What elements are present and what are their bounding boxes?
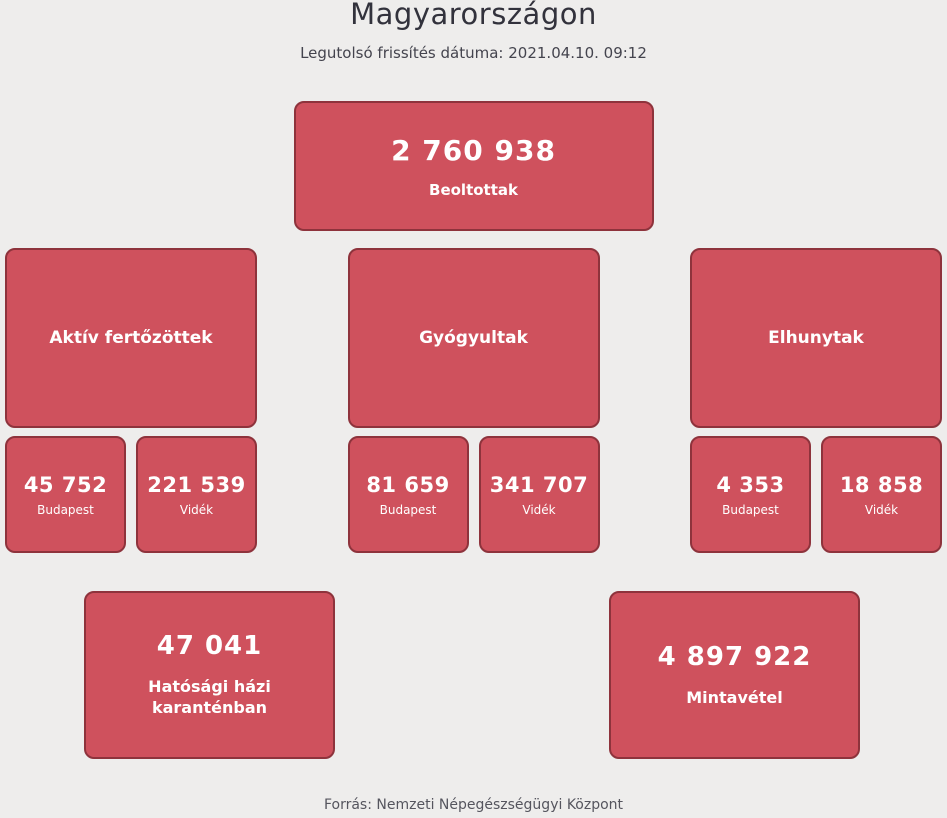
column-deceased — [690, 248, 942, 553]
deceased-videk-label: Vidék — [864, 502, 899, 517]
active-infected-videk-label: Vidék — [179, 502, 214, 517]
recovered-videk-card — [479, 436, 600, 553]
samples-value: 4 897 922 — [657, 641, 812, 672]
deceased-label: Elhunytak — [768, 328, 864, 348]
deceased-card — [690, 248, 942, 428]
stats-columns — [0, 248, 947, 553]
active-infected-videk-value: 221 539 — [147, 472, 246, 497]
vaccinated-label: Beoltottak — [429, 180, 518, 199]
quarantine-label: Hatósági házi karanténban — [148, 677, 271, 717]
active-infected-subrow — [5, 436, 257, 553]
recovered-card — [348, 248, 600, 428]
column-recovered — [348, 248, 600, 553]
recovered-budapest-value: 81 659 — [366, 472, 450, 497]
recovered-budapest-card — [348, 436, 469, 553]
samples-card — [609, 591, 860, 759]
recovered-budapest-label: Budapest — [379, 502, 437, 517]
recovered-videk-label: Vidék — [522, 502, 556, 517]
recovered-subrow — [348, 436, 600, 553]
deceased-videk-card — [821, 436, 942, 553]
page-title: Magyarországon — [350, 0, 597, 31]
recovered-videk-value: 341 707 — [489, 472, 589, 497]
source-text: Forrás: Nemzeti Népegészségügyi Központ — [323, 797, 624, 813]
active-infected-budapest-value: 45 752 — [23, 472, 108, 497]
quarantine-card — [84, 591, 335, 759]
bottom-row — [0, 591, 947, 759]
deceased-subrow — [690, 436, 942, 553]
samples-label: Mintavétel — [686, 687, 783, 707]
last-updated-text: Legutolsó frissítés dátuma: 2021.04.10. 09:12 — [300, 44, 647, 62]
active-infected-label: Aktív fertőzöttek — [49, 328, 213, 348]
deceased-videk-value: 18 858 — [839, 472, 924, 497]
vaccinated-card — [294, 101, 654, 231]
quarantine-value: 47 041 — [156, 631, 263, 662]
vaccinated-value: 2 760 938 — [391, 133, 556, 167]
active-infected-card — [5, 248, 257, 428]
column-active-infected — [5, 248, 257, 553]
deceased-budapest-card — [690, 436, 811, 553]
active-infected-budapest-label: Budapest — [37, 502, 94, 517]
active-infected-budapest-card — [5, 436, 126, 553]
deceased-budapest-label: Budapest — [722, 502, 779, 517]
recovered-label: Gyógyultak — [419, 328, 528, 348]
active-infected-videk-card — [136, 436, 257, 553]
deceased-budapest-value: 4 353 — [716, 472, 785, 497]
